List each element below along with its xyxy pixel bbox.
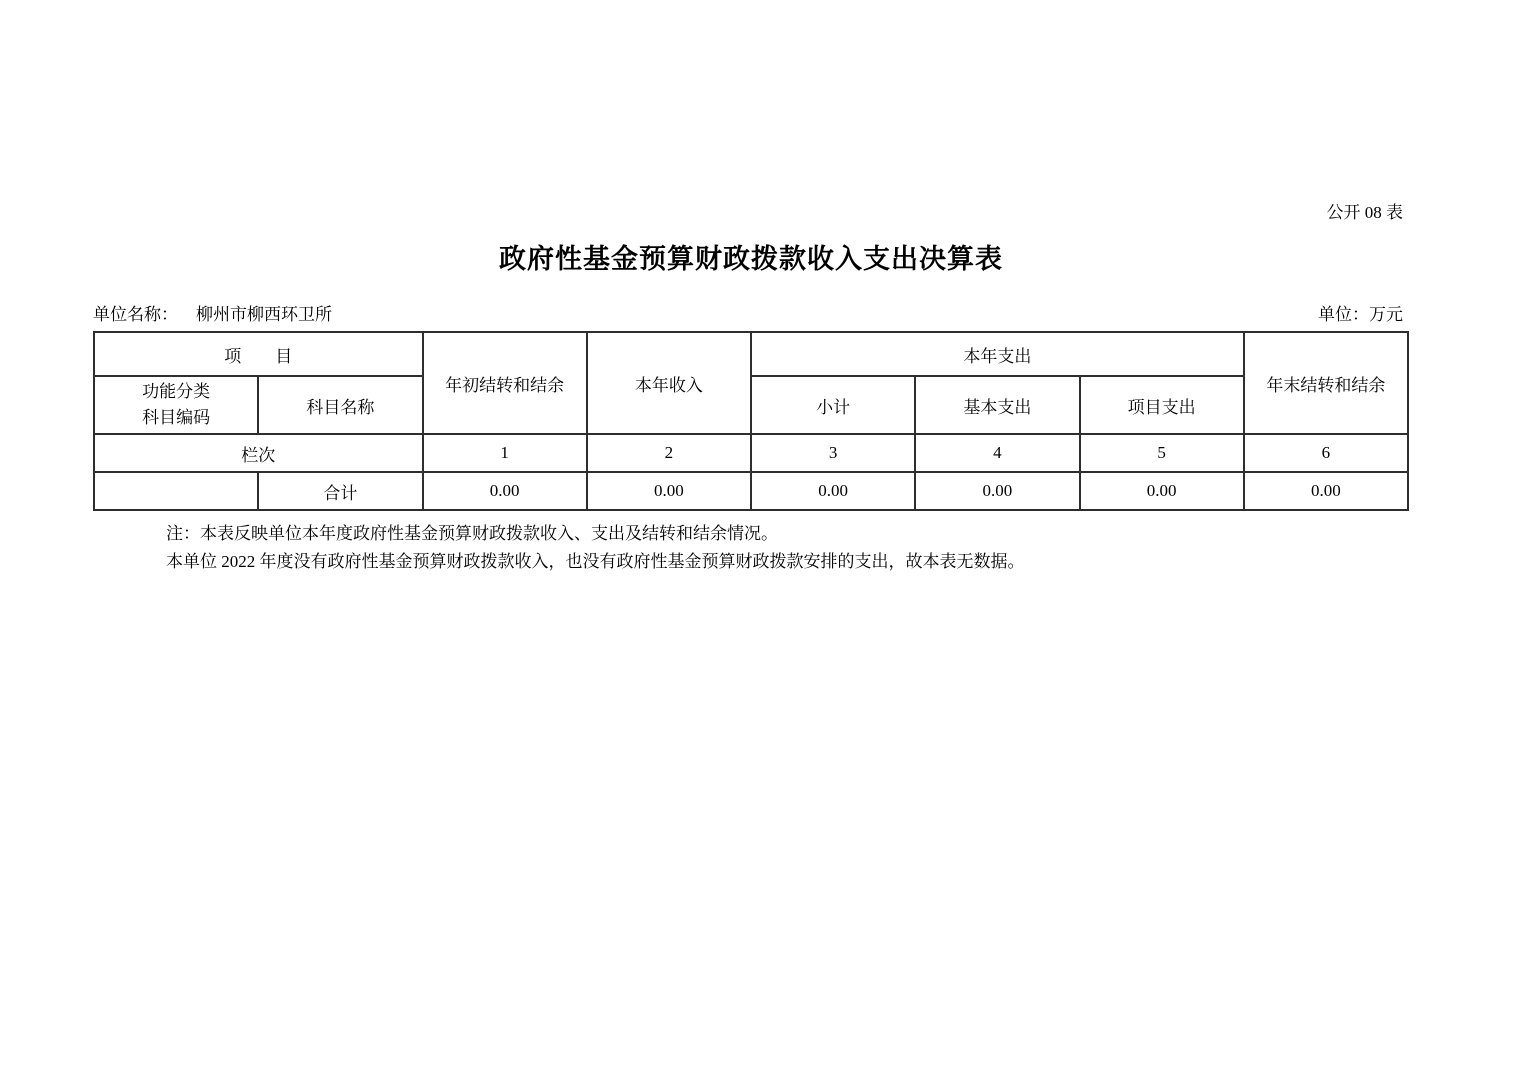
total-row-code-cell [94, 472, 258, 510]
total-value-4: 0.00 [915, 472, 1079, 510]
header-item-group: 项 目 [94, 332, 423, 376]
meta-row [93, 300, 1409, 325]
column-index-1: 1 [423, 434, 587, 472]
column-index-row [94, 434, 1408, 472]
table-row-total [94, 472, 1408, 510]
unit-name-value: 柳州市柳西环卫所 [196, 305, 332, 324]
notes [93, 520, 1409, 576]
total-value-1: 0.00 [423, 472, 587, 510]
document-content [93, 0, 1409, 576]
note-line-1: 注：本表反映单位本年度政府性基金预算财政拨款收入、支出及结转和结余情况。 [166, 524, 778, 543]
header-beginning-balance: 年初结转和结余 [423, 332, 587, 434]
header-basic-expense: 基本支出 [915, 376, 1079, 434]
note-line-2: 本单位 2022 年度没有政府性基金预算财政拨款收入，也没有政府性基金预算财政拨款安排的支出，故本表无数据。 [166, 552, 1025, 571]
column-index-2: 2 [587, 434, 751, 472]
header-function-code-line1: 功能分类 [142, 382, 211, 401]
unit-name [93, 300, 332, 325]
column-index-5: 5 [1080, 434, 1244, 472]
header-subtotal: 小计 [751, 376, 915, 434]
header-row-2 [94, 376, 1408, 434]
budget-table [93, 331, 1409, 511]
total-value-6: 0.00 [1244, 472, 1408, 510]
report-title: 政府性基金预算财政拨款收入支出决算表 [499, 244, 1003, 274]
total-value-5: 0.00 [1080, 472, 1244, 510]
form-number-label: 公开 08 表 [1326, 203, 1403, 222]
total-row-name-cell: 合计 [258, 472, 422, 510]
header-current-income: 本年收入 [587, 332, 751, 434]
unit-currency-label: 单位：万元 [1318, 305, 1403, 324]
total-value-3: 0.00 [751, 472, 915, 510]
total-value-2: 0.00 [587, 472, 751, 510]
header-row-1 [94, 332, 1408, 376]
unit-name-label: 单位名称： [93, 305, 178, 324]
header-subject-name: 科目名称 [258, 376, 422, 434]
header-current-expense-group: 本年支出 [751, 332, 1244, 376]
header-function-code-line2: 科目编码 [142, 408, 211, 427]
header-ending-balance: 年末结转和结余 [1244, 332, 1408, 434]
column-index-6: 6 [1244, 434, 1408, 472]
header-function-code [94, 376, 258, 434]
column-index-3: 3 [751, 434, 915, 472]
column-index-4: 4 [915, 434, 1079, 472]
header-project-expense: 项目支出 [1080, 376, 1244, 434]
column-index-label: 栏次 [94, 434, 423, 472]
